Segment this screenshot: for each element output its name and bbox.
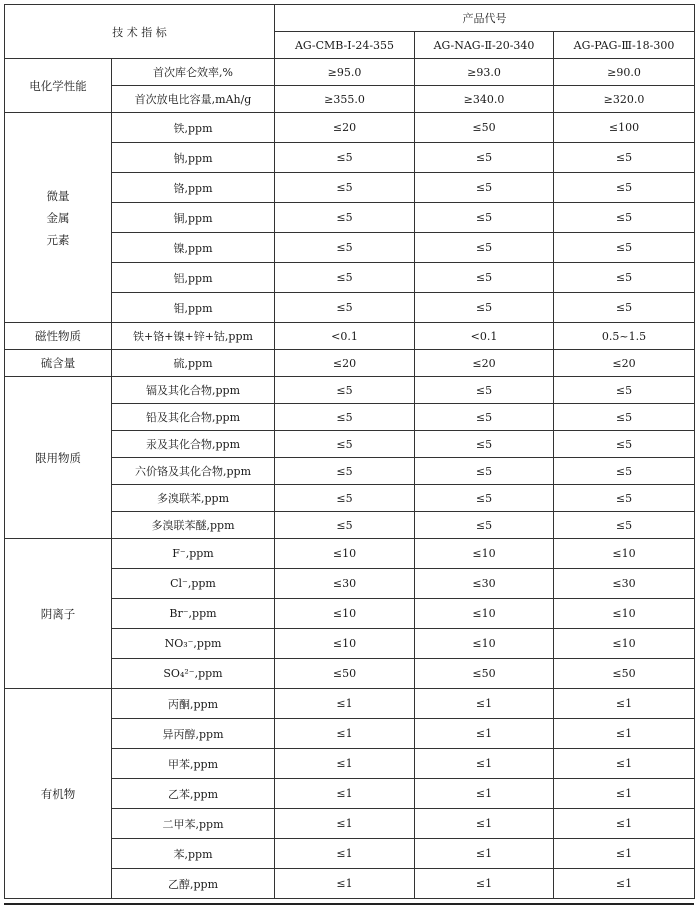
table-row	[5, 350, 695, 377]
table-row	[5, 377, 695, 404]
value-cell: ≤1	[275, 689, 415, 719]
indicator-item-cell: 镍,ppm	[112, 233, 275, 263]
indicator-item-cell: 二甲苯,ppm	[112, 809, 275, 839]
value-cell: ≤10	[415, 629, 554, 659]
value-cell: ≤20	[275, 350, 415, 377]
indicator-item-cell: 铬,ppm	[112, 173, 275, 203]
indicator-item-cell: 乙醇,ppm	[112, 869, 275, 899]
value-cell: ≤10	[554, 539, 695, 569]
technical-spec-table	[4, 4, 695, 899]
value-cell: ≤5	[554, 431, 695, 458]
value-cell: ≤5	[554, 512, 695, 539]
indicator-item-cell: 铜,ppm	[112, 203, 275, 233]
value-cell: ≤5	[275, 512, 415, 539]
value-cell: ≤5	[275, 293, 415, 323]
value-cell: ≤50	[415, 659, 554, 689]
value-cell: ≤5	[415, 143, 554, 173]
value-cell: ≤5	[275, 203, 415, 233]
value-cell: ≥95.0	[275, 59, 415, 86]
value-cell: ≤5	[275, 458, 415, 485]
product-code-2: AG-NAG-Ⅱ-20-340	[415, 32, 554, 59]
value-cell: ≤1	[415, 809, 554, 839]
table-row	[5, 323, 695, 350]
value-cell: ≤5	[554, 203, 695, 233]
value-cell: ≤1	[415, 869, 554, 899]
value-cell: ≤1	[275, 749, 415, 779]
value-cell: ≤10	[415, 539, 554, 569]
value-cell: ≤5	[415, 431, 554, 458]
value-cell: ≤10	[554, 629, 695, 659]
value-cell: 0.5~1.5	[554, 323, 695, 350]
value-cell: ≤5	[275, 377, 415, 404]
value-cell: ≤100	[554, 113, 695, 143]
indicator-item-cell: Br⁻,ppm	[112, 599, 275, 629]
indicator-item-cell: 钠,ppm	[112, 143, 275, 173]
category-cell: 限用物质	[5, 377, 112, 539]
value-cell: ≥93.0	[415, 59, 554, 86]
value-cell: ≤5	[275, 263, 415, 293]
product-code-1: AG-CMB-Ⅰ-24-355	[275, 32, 415, 59]
value-cell: ≤5	[415, 458, 554, 485]
value-cell: ≤1	[275, 719, 415, 749]
indicator-item-cell: 甲苯,ppm	[112, 749, 275, 779]
value-cell: ≤5	[415, 485, 554, 512]
value-cell: ≤1	[275, 779, 415, 809]
value-cell: ≤10	[275, 629, 415, 659]
product-code-header: 产品代号	[275, 5, 695, 32]
value-cell: ≤1	[554, 719, 695, 749]
indicator-item-cell: 铝,ppm	[112, 263, 275, 293]
value-cell: ≤5	[554, 263, 695, 293]
indicator-item-cell: 首次放电比容量,mAh/g	[112, 86, 275, 113]
value-cell: ≤30	[275, 569, 415, 599]
value-cell: ≤5	[275, 233, 415, 263]
indicator-item-cell: NO₃⁻,ppm	[112, 629, 275, 659]
table-row	[5, 59, 695, 86]
value-cell: ≤1	[554, 689, 695, 719]
value-cell: ≤20	[554, 350, 695, 377]
indicator-item-cell: 汞及其化合物,ppm	[112, 431, 275, 458]
indicator-item-cell: F⁻,ppm	[112, 539, 275, 569]
table-row	[5, 113, 695, 143]
value-cell: ≤10	[275, 539, 415, 569]
indicator-item-cell: 钼,ppm	[112, 293, 275, 323]
indicator-item-cell: 铁+铬+镍+锌+钴,ppm	[112, 323, 275, 350]
indicator-item-cell: 苯,ppm	[112, 839, 275, 869]
value-cell: ≤50	[554, 659, 695, 689]
value-cell: ≥90.0	[554, 59, 695, 86]
indicator-item-cell: 多溴联苯,ppm	[112, 485, 275, 512]
value-cell: ≤5	[415, 203, 554, 233]
category-cell: 阴离子	[5, 539, 112, 689]
value-cell: ≤5	[554, 404, 695, 431]
value-cell: ≤1	[415, 749, 554, 779]
value-cell: ≤1	[415, 839, 554, 869]
indicator-item-cell: 丙酮,ppm	[112, 689, 275, 719]
bottom-rule	[4, 903, 694, 905]
value-cell: ≤5	[415, 377, 554, 404]
value-cell: ≤50	[415, 113, 554, 143]
value-cell: ≤5	[275, 143, 415, 173]
indicator-item-cell: 铅及其化合物,ppm	[112, 404, 275, 431]
value-cell: ≤1	[415, 779, 554, 809]
value-cell: ≤30	[415, 569, 554, 599]
indicator-item-cell: SO₄²⁻,ppm	[112, 659, 275, 689]
value-cell: ≤5	[554, 458, 695, 485]
category-cell: 磁性物质	[5, 323, 112, 350]
value-cell: ≤1	[554, 749, 695, 779]
table-row	[5, 539, 695, 569]
indicator-item-cell: 硫,ppm	[112, 350, 275, 377]
value-cell: ≤50	[275, 659, 415, 689]
value-cell: ≤1	[554, 839, 695, 869]
value-cell: ≤5	[275, 404, 415, 431]
value-cell: ≤5	[554, 293, 695, 323]
category-cell: 有机物	[5, 689, 112, 899]
value-cell: ≤1	[554, 869, 695, 899]
table-row	[5, 689, 695, 719]
indicator-item-cell: 六价铬及其化合物,ppm	[112, 458, 275, 485]
value-cell: ≤1	[554, 779, 695, 809]
value-cell: ≤1	[415, 719, 554, 749]
value-cell: ≤5	[415, 512, 554, 539]
category-cell: 微量 金属 元素	[5, 113, 112, 323]
value-cell: ≤5	[554, 377, 695, 404]
value-cell: ≥355.0	[275, 86, 415, 113]
value-cell: ≤5	[415, 263, 554, 293]
value-cell: ≤5	[554, 233, 695, 263]
category-cell: 电化学性能	[5, 59, 112, 113]
indicator-item-cell: 多溴联苯醚,ppm	[112, 512, 275, 539]
value-cell: <0.1	[415, 323, 554, 350]
table-body	[5, 59, 695, 899]
value-cell: ≤1	[415, 689, 554, 719]
spec-document	[4, 4, 695, 899]
category-cell: 硫含量	[5, 350, 112, 377]
value-cell: ≤10	[554, 599, 695, 629]
table-header	[5, 5, 695, 59]
value-cell: ≤1	[275, 839, 415, 869]
value-cell: ≤10	[415, 599, 554, 629]
value-cell: ≤5	[415, 293, 554, 323]
indicator-item-cell: 异丙醇,ppm	[112, 719, 275, 749]
value-cell: ≤20	[275, 113, 415, 143]
value-cell: ≤5	[554, 173, 695, 203]
value-cell: ≤1	[275, 809, 415, 839]
indicator-item-cell: Cl⁻,ppm	[112, 569, 275, 599]
technical-indicator-header: 技 术 指 标	[5, 5, 275, 59]
value-cell: <0.1	[275, 323, 415, 350]
value-cell: ≤5	[275, 173, 415, 203]
value-cell: ≤5	[554, 143, 695, 173]
value-cell: ≤5	[275, 485, 415, 512]
value-cell: ≥340.0	[415, 86, 554, 113]
value-cell: ≤1	[275, 869, 415, 899]
value-cell: ≥320.0	[554, 86, 695, 113]
indicator-item-cell: 铁,ppm	[112, 113, 275, 143]
value-cell: ≤10	[275, 599, 415, 629]
product-code-3: AG-PAG-Ⅲ-18-300	[554, 32, 695, 59]
value-cell: ≤5	[275, 431, 415, 458]
value-cell: ≤5	[415, 404, 554, 431]
value-cell: ≤20	[415, 350, 554, 377]
value-cell: ≤5	[554, 485, 695, 512]
value-cell: ≤30	[554, 569, 695, 599]
value-cell: ≤5	[415, 173, 554, 203]
indicator-item-cell: 镉及其化合物,ppm	[112, 377, 275, 404]
indicator-item-cell: 首次库仑效率,%	[112, 59, 275, 86]
value-cell: ≤1	[554, 809, 695, 839]
indicator-item-cell: 乙苯,ppm	[112, 779, 275, 809]
value-cell: ≤5	[415, 233, 554, 263]
